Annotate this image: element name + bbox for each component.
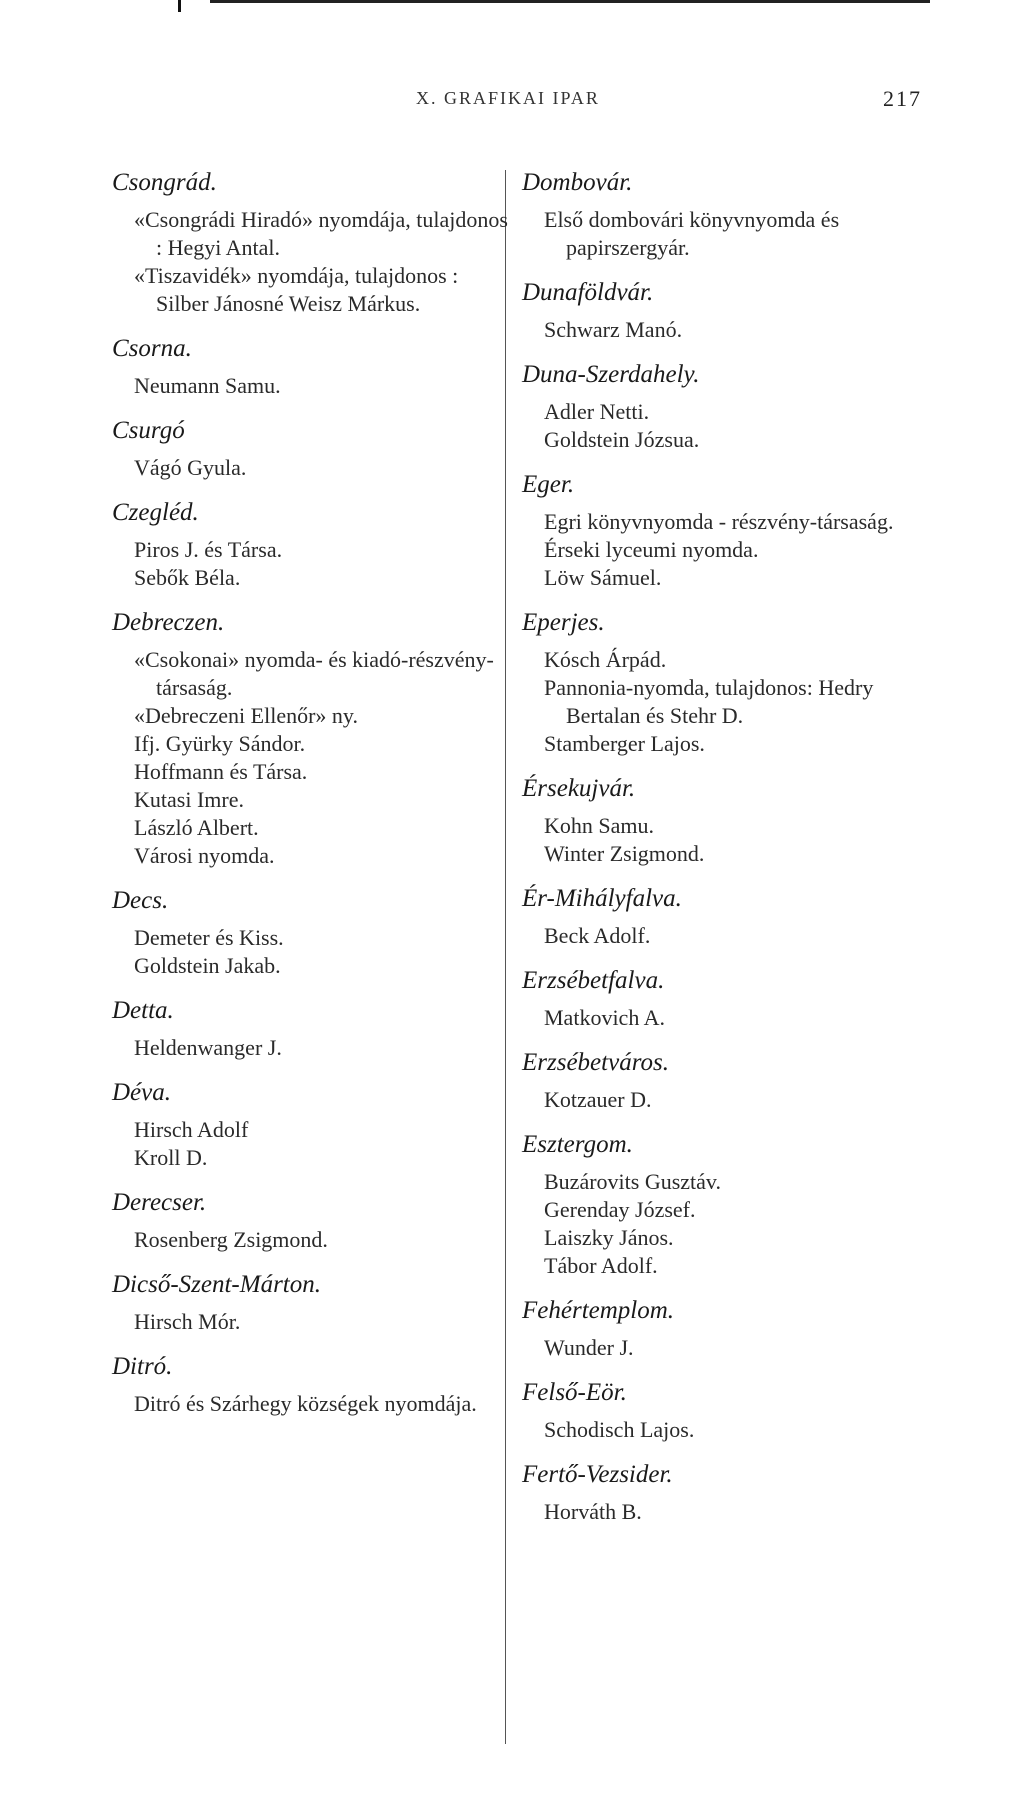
printer-entry: Stamberger Lajos.: [544, 731, 705, 756]
printer-entry: Hirsch Mór.: [134, 1309, 241, 1334]
place-section: [522, 278, 942, 344]
place-heading: Ditró.: [112, 1353, 173, 1380]
place-heading: Fertő-Vezsider.: [522, 1461, 673, 1488]
place-section: [522, 1378, 942, 1444]
place-section: [112, 996, 512, 1062]
place-heading: Felső-Eör.: [522, 1379, 627, 1406]
place-heading: Duna-Szerdahely.: [522, 361, 700, 388]
place-heading: Déva.: [112, 1079, 171, 1106]
place-heading: Esztergom.: [522, 1131, 633, 1158]
printer-entry: Kutasi Imre.: [134, 787, 244, 812]
place-section: [522, 1296, 942, 1362]
place-heading: Fehértemplom.: [522, 1297, 675, 1324]
printer-entry: Ifj. Gyürky Sándor.: [134, 731, 306, 756]
place-section: [112, 886, 512, 980]
printer-entry: Tábor Adolf.: [544, 1253, 658, 1278]
printer-entry: «Debreczeni Ellenőr» ny.: [134, 703, 358, 728]
place-heading: Csurgó: [112, 417, 185, 444]
printer-entry: Wunder J.: [544, 1335, 634, 1360]
place-section: [112, 1270, 512, 1336]
printer-entry: Löw Sámuel.: [544, 565, 662, 590]
top-edge-mark: [178, 0, 181, 12]
printer-entry: «Tiszavidék» nyomdája, tulajdonos : Silber Jánosné Weisz Márkus.: [134, 263, 459, 316]
left-column: [112, 168, 512, 1434]
place-heading: Dunaföldvár.: [522, 279, 654, 306]
place-section: [522, 608, 942, 758]
page-number: 217: [883, 86, 922, 111]
place-heading: Érsekujvár.: [522, 775, 636, 802]
place-section: [522, 360, 942, 454]
printer-entry: Schwarz Manó.: [544, 317, 683, 342]
place-section: [112, 168, 512, 318]
printer-entry: Első dombovári könyvnyomda és papirszergyár.: [544, 207, 840, 260]
place-heading: Detta.: [112, 997, 174, 1024]
place-heading: Erzsébetváros.: [522, 1049, 669, 1076]
right-column: [522, 168, 942, 1542]
place-heading: Derecser.: [112, 1189, 207, 1216]
printer-entry: «Csongrádi Hiradó» nyomdája, tulajdonos : Hegyi Antal.: [134, 207, 508, 260]
running-head: X. GRAFIKAI IPAR: [416, 88, 600, 108]
printer-entry: Sebők Béla.: [134, 565, 241, 590]
printer-entry: Beck Adolf.: [544, 923, 651, 948]
printer-entry: Winter Zsigmond.: [544, 841, 705, 866]
place-section: [112, 416, 512, 482]
place-section: [112, 1188, 512, 1254]
printer-entry: Piros J. és Társa.: [134, 537, 283, 562]
place-section: [522, 470, 942, 592]
place-heading: Czegléd.: [112, 499, 199, 526]
place-section: [112, 334, 512, 400]
place-section: [522, 1130, 942, 1280]
place-section: [522, 966, 942, 1032]
place-heading: Dombovár.: [522, 169, 633, 196]
place-heading: Dicső-Szent-Márton.: [112, 1271, 321, 1298]
printer-entry: Érseki lyceumi nyomda.: [544, 537, 759, 562]
place-heading: Decs.: [112, 887, 169, 914]
printer-entry: Goldstein Jakab.: [134, 953, 281, 978]
place-section: [112, 608, 512, 870]
printer-entry: Buzárovits Gusztáv.: [544, 1169, 721, 1194]
place-heading: Eger.: [522, 471, 575, 498]
printer-entry: Ditró és Szárhegy községek nyomdája.: [134, 1391, 477, 1416]
printer-entry: Matkovich A.: [544, 1005, 665, 1030]
printer-entry: Egri könyvnyomda - részvény-társaság.: [544, 509, 894, 534]
printer-entry: Gerenday József.: [544, 1197, 696, 1222]
place-section: [522, 168, 942, 262]
printer-entry: Adler Netti.: [544, 399, 650, 424]
place-section: [112, 1078, 512, 1172]
printer-entry: Neumann Samu.: [134, 373, 281, 398]
printer-entry: Heldenwanger J.: [134, 1035, 282, 1060]
place-section: [522, 884, 942, 950]
printer-entry: Kotzauer D.: [544, 1087, 652, 1112]
printer-entry: Hirsch Adolf: [134, 1117, 249, 1142]
place-section: [522, 1048, 942, 1114]
printer-entry: Rosenberg Zsigmond.: [134, 1227, 328, 1252]
place-heading: Erzsébetfalva.: [522, 967, 665, 994]
printer-entry: Városi nyomda.: [134, 843, 275, 868]
printer-entry: Hoffmann és Társa.: [134, 759, 308, 784]
top-edge-rule: [210, 0, 930, 3]
printer-entry: Schodisch Lajos.: [544, 1417, 695, 1442]
printer-entry: Kohn Samu.: [544, 813, 654, 838]
printer-entry: Demeter és Kiss.: [134, 925, 284, 950]
place-section: [112, 498, 512, 592]
place-heading: Debreczen.: [112, 609, 225, 636]
printer-entry: Goldstein Józsua.: [544, 427, 700, 452]
place-section: [112, 1352, 512, 1418]
printer-entry: László Albert.: [134, 815, 259, 840]
printer-entry: Horváth B.: [544, 1499, 642, 1524]
place-heading: Csorna.: [112, 335, 192, 362]
printer-entry: Laiszky János.: [544, 1225, 674, 1250]
printer-entry: Kósch Árpád.: [544, 647, 667, 672]
place-heading: Ér-Mihályfalva.: [522, 885, 682, 912]
printer-entry: Pannonia-nyomda, tulajdonos: Hedry Bertalan és Stehr D.: [544, 675, 874, 728]
place-heading: Csongrád.: [112, 169, 217, 196]
printer-entry: «Csokonai» nyomda- és kiadó-részvény-társaság.: [134, 647, 494, 700]
printer-entry: Kroll D.: [134, 1145, 208, 1170]
place-heading: Eperjes.: [522, 609, 605, 636]
place-section: [522, 1460, 942, 1526]
place-section: [522, 774, 942, 868]
printer-entry: Vágó Gyula.: [134, 455, 247, 480]
